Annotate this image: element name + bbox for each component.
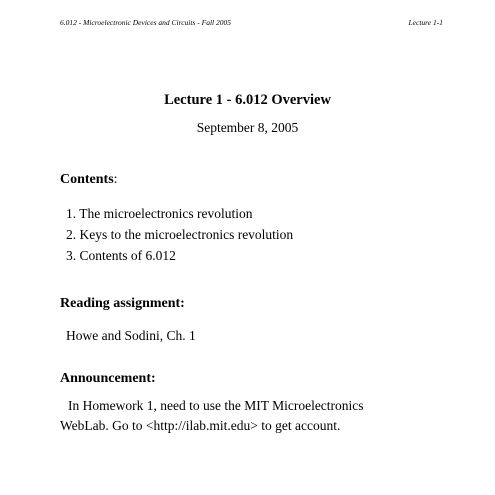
announcement-text (60, 396, 440, 436)
announcement-heading (60, 371, 156, 387)
contents-item: 3. Contents of 6.012 (66, 248, 176, 263)
contents-item: 2. Keys to the microelectronics revolution (66, 227, 294, 242)
announcement-line: WebLab. Go to <http://ilab.mit.edu> to get account. (60, 418, 341, 433)
contents-heading-text: Contents (60, 172, 114, 187)
contents-item: 1. The microelectronics revolution (66, 206, 253, 221)
contents-list (66, 205, 293, 268)
reading-heading-text: Reading assignment: (60, 296, 185, 311)
announcement-heading-text: Announcement: (60, 371, 156, 386)
running-header-page: Lecture 1-1 (408, 18, 443, 27)
lecture-title: Lecture 1 - 6.012 Overview (164, 92, 331, 108)
lecture-date: September 8, 2005 (196, 120, 299, 135)
contents-heading-colon: : (113, 172, 118, 187)
contents-heading (60, 172, 118, 188)
running-header-course: 6.012 - Microelectronic Devices and Circuits - Fall 2005 (60, 18, 232, 27)
announcement-line: In Homework 1, need to use the MIT Microelectronics (68, 398, 364, 413)
reading-heading (60, 296, 185, 312)
reading-text: Howe and Sodini, Ch. 1 (66, 328, 196, 343)
